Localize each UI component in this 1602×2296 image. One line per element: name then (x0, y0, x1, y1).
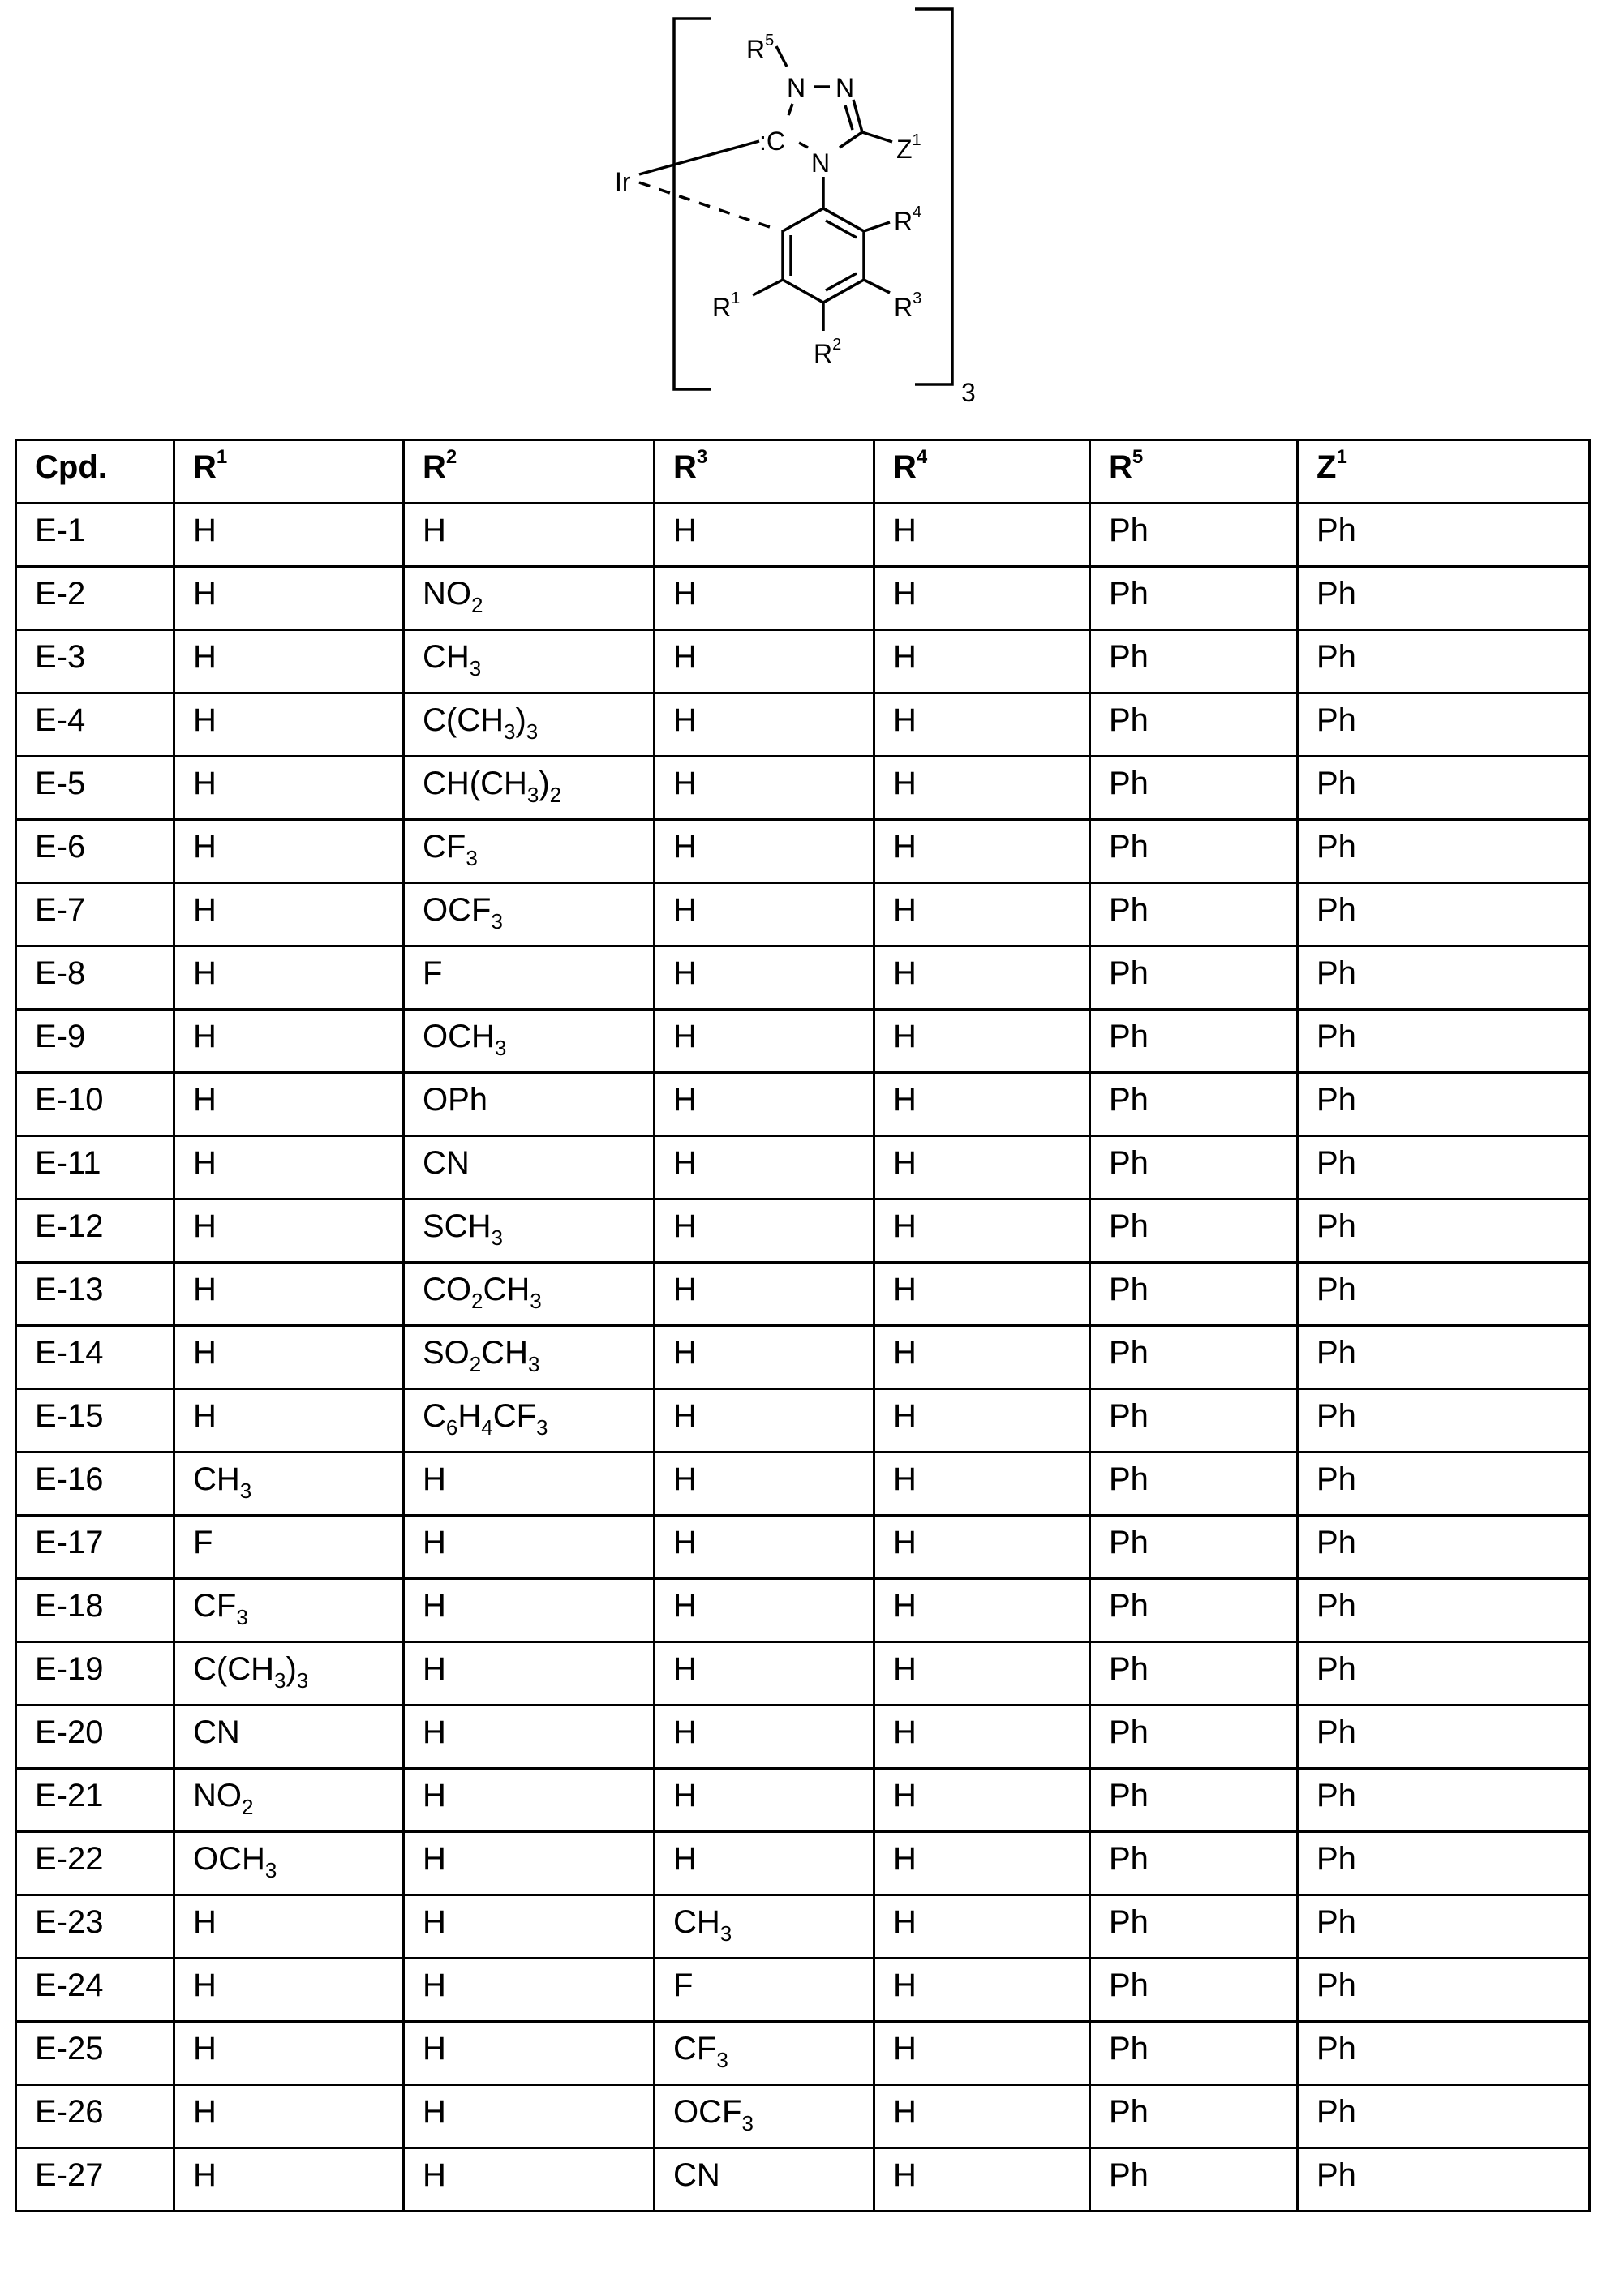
cell-r4: H (874, 946, 1090, 1010)
cell-cpd: E-19 (16, 1642, 174, 1706)
cell-r3: H (655, 1263, 874, 1326)
cell-r1: H (174, 757, 404, 820)
table-row (16, 1010, 1590, 1073)
cell-r3: F (655, 1959, 874, 2022)
cell-r5: Ph (1090, 1263, 1298, 1326)
cell-z1: Ph (1298, 1199, 1590, 1263)
cell-r4: H (874, 1895, 1090, 1959)
table-row (16, 757, 1590, 820)
cell-r4: H (874, 1073, 1090, 1136)
cell-r5: Ph (1090, 504, 1298, 567)
table-row (16, 1579, 1590, 1642)
table-row (16, 883, 1590, 946)
table-row (16, 567, 1590, 630)
header-z1: $Z^1$ (1298, 440, 1590, 504)
cell-r4: H (874, 693, 1090, 757)
cell-r4: H (874, 2148, 1090, 2212)
cell-r4: H (874, 1579, 1090, 1642)
cell-r2: H (404, 1769, 655, 1832)
cell-r1: $NO_2$ (174, 1769, 404, 1832)
cell-z1: Ph (1298, 1642, 1590, 1706)
cell-r4: H (874, 1389, 1090, 1453)
cell-r4: H (874, 1199, 1090, 1263)
cell-cpd: E-1 (16, 504, 174, 567)
cell-r1: H (174, 1136, 404, 1199)
cell-r2: $OCH_3$ (404, 1010, 655, 1073)
cell-cpd: E-14 (16, 1326, 174, 1389)
cell-cpd: E-26 (16, 2085, 174, 2148)
cell-z1: Ph (1298, 1516, 1590, 1579)
cell-cpd: E-13 (16, 1263, 174, 1326)
cell-z1: Ph (1298, 2085, 1590, 2148)
cell-r5: Ph (1090, 1895, 1298, 1959)
table-row (16, 1136, 1590, 1199)
cell-r1: $C(CH_3)_3$ (174, 1642, 404, 1706)
cell-r2: H (404, 1516, 655, 1579)
cell-cpd: E-2 (16, 567, 174, 630)
cell-r1: H (174, 820, 404, 883)
cell-cpd: E-11 (16, 1136, 174, 1199)
cell-z1: Ph (1298, 1453, 1590, 1516)
cell-r3: H (655, 1073, 874, 1136)
table-row (16, 630, 1590, 693)
compound-table (15, 439, 1591, 2212)
table-row (16, 2022, 1590, 2085)
cell-r5: Ph (1090, 1959, 1298, 2022)
cell-r1: H (174, 1073, 404, 1136)
cell-z1: Ph (1298, 567, 1590, 630)
cell-r1: H (174, 1959, 404, 2022)
cell-z1: Ph (1298, 1832, 1590, 1895)
cell-r3: H (655, 1642, 874, 1706)
cell-r1: H (174, 1010, 404, 1073)
cell-z1: Ph (1298, 1579, 1590, 1642)
cell-r1: H (174, 504, 404, 567)
cell-z1: Ph (1298, 2022, 1590, 2085)
cell-r2: H (404, 2148, 655, 2212)
chemical-structure (600, 0, 1022, 406)
cell-r5: Ph (1090, 1832, 1298, 1895)
header-cpd: Cpd. (16, 440, 174, 504)
table-row (16, 1516, 1590, 1579)
table-row (16, 1832, 1590, 1895)
cell-r5: Ph (1090, 1136, 1298, 1199)
cell-r4: H (874, 1010, 1090, 1073)
cell-r2: CN (404, 1136, 655, 1199)
cell-z1: Ph (1298, 1010, 1590, 1073)
cell-r1: H (174, 567, 404, 630)
cell-r2: $CO_2CH_3$ (404, 1263, 655, 1326)
cell-r4: H (874, 1326, 1090, 1389)
table-row (16, 693, 1590, 757)
iridium-label: Ir (615, 167, 631, 196)
cell-r4: H (874, 1959, 1090, 2022)
cell-r3: H (655, 504, 874, 567)
cell-r2: $C(CH_3)_3$ (404, 693, 655, 757)
cell-z1: Ph (1298, 1073, 1590, 1136)
cell-r3: H (655, 1010, 874, 1073)
header-r2: $R^2$ (404, 440, 655, 504)
cell-r3: $OCF_3$ (655, 2085, 874, 2148)
table-row (16, 1895, 1590, 1959)
cell-r4: H (874, 2085, 1090, 2148)
cell-cpd: E-18 (16, 1579, 174, 1642)
cell-cpd: E-5 (16, 757, 174, 820)
cell-cpd: E-25 (16, 2022, 174, 2085)
cell-r5: Ph (1090, 1073, 1298, 1136)
cell-r1: H (174, 2148, 404, 2212)
cell-r1: H (174, 2085, 404, 2148)
cell-cpd: E-21 (16, 1769, 174, 1832)
cell-cpd: E-22 (16, 1832, 174, 1895)
cell-r1: $CF_3$ (174, 1579, 404, 1642)
cell-r5: Ph (1090, 630, 1298, 693)
table-row (16, 1073, 1590, 1136)
cell-z1: Ph (1298, 946, 1590, 1010)
table-row (16, 1769, 1590, 1832)
cell-r2: H (404, 2022, 655, 2085)
cell-r1: H (174, 1199, 404, 1263)
cell-r3: H (655, 1516, 874, 1579)
table-header-row (16, 440, 1590, 504)
header-r3: $R^3$ (655, 440, 874, 504)
cell-r2: H (404, 1832, 655, 1895)
cell-r4: H (874, 1453, 1090, 1516)
cell-r5: Ph (1090, 820, 1298, 883)
cell-cpd: E-8 (16, 946, 174, 1010)
cell-r3: $CF_3$ (655, 2022, 874, 2085)
right-bracket (915, 9, 952, 384)
header-r5: $R^5$ (1090, 440, 1298, 504)
cell-r5: Ph (1090, 2022, 1298, 2085)
cell-r2: $SO_2CH_3$ (404, 1326, 655, 1389)
table-row (16, 1263, 1590, 1326)
cell-z1: Ph (1298, 757, 1590, 820)
cell-r5: Ph (1090, 693, 1298, 757)
cell-r5: Ph (1090, 2085, 1298, 2148)
cell-r1: H (174, 1263, 404, 1326)
table-row (16, 820, 1590, 883)
table-row (16, 504, 1590, 567)
cell-z1: Ph (1298, 1895, 1590, 1959)
cell-r5: Ph (1090, 1642, 1298, 1706)
cell-r3: H (655, 1326, 874, 1389)
cell-r3: $CH_3$ (655, 1895, 874, 1959)
cell-cpd: E-17 (16, 1516, 174, 1579)
cell-r1: F (174, 1516, 404, 1579)
cell-r3: H (655, 946, 874, 1010)
iridium-complex-diagram (600, 0, 1022, 406)
cell-r5: Ph (1090, 1579, 1298, 1642)
multiplier-label: 3 (961, 378, 976, 406)
cell-z1: Ph (1298, 1326, 1590, 1389)
cell-r5: Ph (1090, 1453, 1298, 1516)
cell-cpd: E-15 (16, 1389, 174, 1453)
cell-r5: Ph (1090, 1769, 1298, 1832)
table-row (16, 1453, 1590, 1516)
cell-r5: Ph (1090, 2148, 1298, 2212)
table-row (16, 1706, 1590, 1769)
cell-r5: Ph (1090, 883, 1298, 946)
cell-r2: H (404, 1642, 655, 1706)
cell-r4: H (874, 1516, 1090, 1579)
r3-label: $R^3$ (894, 290, 922, 322)
cell-cpd: E-4 (16, 693, 174, 757)
cell-cpd: E-24 (16, 1959, 174, 2022)
table-row (16, 1326, 1590, 1389)
cell-r4: H (874, 1642, 1090, 1706)
cell-r3: H (655, 1579, 874, 1642)
cell-r5: Ph (1090, 567, 1298, 630)
cell-z1: Ph (1298, 1136, 1590, 1199)
cell-r2: OPh (404, 1073, 655, 1136)
cell-r5: Ph (1090, 1516, 1298, 1579)
r4-label: $R^4$ (894, 204, 922, 236)
cell-r5: Ph (1090, 1326, 1298, 1389)
cell-r3: H (655, 820, 874, 883)
table-row (16, 1959, 1590, 2022)
cell-r4: H (874, 630, 1090, 693)
cell-z1: Ph (1298, 1959, 1590, 2022)
cell-r2: $CF_3$ (404, 820, 655, 883)
cell-cpd: E-12 (16, 1199, 174, 1263)
cell-r2: $C_6H_4CF_3$ (404, 1389, 655, 1453)
table-row (16, 1389, 1590, 1453)
cell-r3: H (655, 1136, 874, 1199)
cell-r3: H (655, 1769, 874, 1832)
cell-r5: Ph (1090, 757, 1298, 820)
cell-r2: H (404, 1706, 655, 1769)
cell-r4: H (874, 2022, 1090, 2085)
cell-r1: H (174, 1389, 404, 1453)
cell-r3: H (655, 757, 874, 820)
cell-r1: $OCH_3$ (174, 1832, 404, 1895)
cell-r4: H (874, 883, 1090, 946)
z1-label: $Z^1$ (896, 131, 921, 164)
cell-r5: Ph (1090, 1706, 1298, 1769)
cell-r4: H (874, 1706, 1090, 1769)
cell-cpd: E-27 (16, 2148, 174, 2212)
cell-r4: H (874, 1832, 1090, 1895)
cell-z1: Ph (1298, 693, 1590, 757)
cell-r5: Ph (1090, 1010, 1298, 1073)
cell-cpd: E-7 (16, 883, 174, 946)
cell-z1: Ph (1298, 630, 1590, 693)
cell-r3: H (655, 1706, 874, 1769)
cell-r3: H (655, 1389, 874, 1453)
cell-z1: Ph (1298, 1389, 1590, 1453)
cell-r1: H (174, 883, 404, 946)
cell-cpd: E-20 (16, 1706, 174, 1769)
cell-r4: H (874, 567, 1090, 630)
cell-r2: $NO_2$ (404, 567, 655, 630)
cell-r2: H (404, 1959, 655, 2022)
table-row (16, 1642, 1590, 1706)
cell-r2: F (404, 946, 655, 1010)
table-row (16, 2085, 1590, 2148)
cell-r3: H (655, 883, 874, 946)
cell-r1: H (174, 1895, 404, 1959)
n1-label: N (787, 73, 806, 102)
cell-z1: Ph (1298, 504, 1590, 567)
cell-cpd: E-10 (16, 1073, 174, 1136)
n4-label: N (811, 148, 831, 178)
cell-z1: Ph (1298, 2148, 1590, 2212)
cell-r3: CN (655, 2148, 874, 2212)
header-r1: $R^1$ (174, 440, 404, 504)
cell-r2: $CH_3$ (404, 630, 655, 693)
cell-r1: H (174, 1326, 404, 1389)
cell-z1: Ph (1298, 1706, 1590, 1769)
carbene-label: :C (759, 127, 785, 156)
cell-r4: H (874, 1769, 1090, 1832)
cell-r1: H (174, 2022, 404, 2085)
cell-r1: H (174, 946, 404, 1010)
cell-r1: H (174, 630, 404, 693)
table-row (16, 946, 1590, 1010)
cell-r2: H (404, 2085, 655, 2148)
cell-r2: H (404, 1579, 655, 1642)
cell-cpd: E-6 (16, 820, 174, 883)
cell-r2: H (404, 504, 655, 567)
cell-r3: H (655, 1832, 874, 1895)
cell-r3: H (655, 1453, 874, 1516)
cell-z1: Ph (1298, 820, 1590, 883)
r2-label: $R^2$ (814, 336, 842, 368)
cell-r3: H (655, 630, 874, 693)
r5-label: $R^5$ (746, 32, 775, 64)
cell-r2: H (404, 1453, 655, 1516)
cell-r1: H (174, 693, 404, 757)
cell-r4: H (874, 1136, 1090, 1199)
table-body (16, 504, 1590, 2212)
cell-cpd: E-9 (16, 1010, 174, 1073)
header-r4: $R^4$ (874, 440, 1090, 504)
cell-r3: H (655, 693, 874, 757)
cell-r5: Ph (1090, 946, 1298, 1010)
cell-r4: H (874, 820, 1090, 883)
cell-r4: H (874, 757, 1090, 820)
r1-label: $R^1$ (712, 290, 741, 322)
table-row (16, 1199, 1590, 1263)
cell-r5: Ph (1090, 1389, 1298, 1453)
cell-r1: CN (174, 1706, 404, 1769)
cell-r5: Ph (1090, 1199, 1298, 1263)
cell-cpd: E-23 (16, 1895, 174, 1959)
cell-r2: $OCF_3$ (404, 883, 655, 946)
cell-r4: H (874, 1263, 1090, 1326)
cell-z1: Ph (1298, 1263, 1590, 1326)
cell-r2: H (404, 1895, 655, 1959)
cell-cpd: E-16 (16, 1453, 174, 1516)
cell-cpd: E-3 (16, 630, 174, 693)
cell-z1: Ph (1298, 883, 1590, 946)
cell-r3: H (655, 567, 874, 630)
cell-r4: H (874, 504, 1090, 567)
cell-r2: $CH(CH_3)_2$ (404, 757, 655, 820)
cell-r2: $SCH_3$ (404, 1199, 655, 1263)
cell-r1: $CH_3$ (174, 1453, 404, 1516)
cell-z1: Ph (1298, 1769, 1590, 1832)
n2-label: N (835, 73, 855, 102)
table-row (16, 2148, 1590, 2212)
cell-r3: H (655, 1199, 874, 1263)
